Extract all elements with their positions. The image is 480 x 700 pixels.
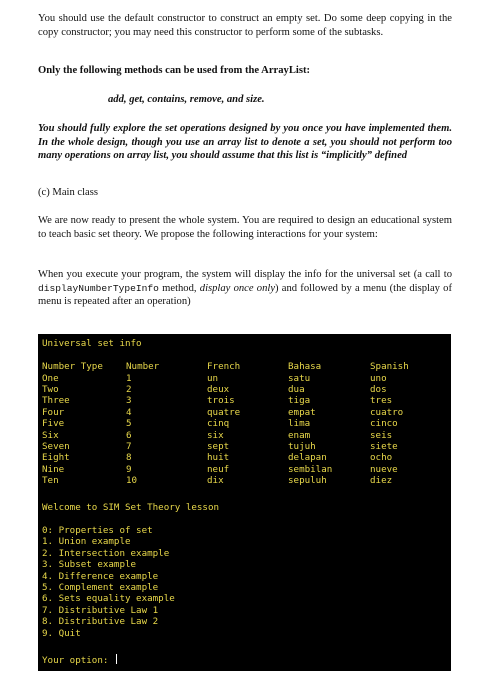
table-cell: seis [370, 429, 393, 441]
table-row [42, 430, 447, 441]
table-cell: 2 [126, 383, 132, 395]
table-cell: Four [42, 406, 65, 418]
table-cell: 9 [126, 463, 132, 475]
table-cell: sept [207, 440, 230, 452]
code-method-name: displayNumberTypeInfo [38, 282, 159, 294]
table-cell: Five [42, 418, 65, 430]
paragraph-arraylist-heading: Only the following methods can be used from the ArrayList: [38, 65, 311, 76]
table-header-cell: Spanish [370, 361, 409, 372]
table-row [42, 441, 447, 452]
table-row [42, 475, 447, 486]
menu-item: 4. Difference example [42, 570, 159, 582]
table-cell: diez [370, 475, 393, 487]
table-cell: enam [288, 429, 311, 441]
table-cell: 8 [126, 452, 132, 464]
table-cell: satu [288, 372, 311, 384]
table-row [42, 407, 447, 418]
text-segment: When you execute your program, the system will display the info for the universal set (a call to [38, 269, 452, 280]
table-cell: sembilan [288, 463, 333, 475]
paragraph-constructor: You should use the default constructor to construct an empty set. Do some deep copying in the copy constructor; you may need this constructor to perform some of the subtasks. [38, 13, 452, 38]
section-heading-main-class: (c) Main class [38, 187, 99, 198]
table-cell: quatre [207, 406, 241, 418]
terminal-screenshot [38, 334, 451, 671]
table-cell: 6 [126, 429, 132, 441]
prompt-label: Your option: [42, 655, 114, 666]
table-cell: 3 [126, 395, 132, 407]
table-cell: six [207, 429, 224, 441]
table-cell: dix [207, 475, 224, 487]
table-cell: 10 [126, 475, 138, 487]
text-segment: method, [158, 282, 200, 294]
menu-item: 0: Properties of set [42, 525, 153, 536]
menu-item: 2. Intersection example [42, 547, 170, 559]
table-cell: 7 [126, 440, 132, 452]
menu-item: 5. Complement example [42, 582, 159, 593]
table-cell: huit [207, 452, 230, 464]
table-row [42, 452, 447, 463]
table-header-cell: Number [126, 361, 160, 372]
table-header-row [42, 361, 447, 372]
table-cell: Three [42, 395, 70, 407]
paragraph-execute-program [38, 268, 452, 309]
text-cursor [116, 654, 117, 664]
table-cell: un [207, 372, 219, 384]
table-cell: cinq [207, 418, 230, 430]
table-cell: delapan [288, 452, 327, 464]
table-header-cell: Bahasa [288, 361, 322, 372]
menu-item: 6. Sets equality example [42, 593, 175, 605]
table-cell: cinco [370, 418, 398, 430]
table-cell: neuf [207, 463, 230, 475]
paragraph-present-system: We are now ready to present the whole system. You are required to design an educational system to teach basic set theory. We propose the following interactions for your system: [38, 215, 452, 240]
table-cell: One [42, 372, 59, 384]
table-cell: lima [288, 418, 311, 430]
terminal-welcome: Welcome to SIM Set Theory lesson [42, 502, 220, 513]
menu-item: 9. Quit [42, 627, 81, 639]
table-cell: Ten [42, 475, 59, 487]
table-cell: Seven [42, 440, 70, 452]
menu-item: 1. Union example [42, 536, 131, 548]
terminal-title: Universal set info [42, 338, 142, 349]
table-row [42, 395, 447, 406]
paragraph-explore-operations: You should fully explore the set operations designed by you once you have implemented them. In the whole design, though you use an array list to denote a set, you should not perform too many operations on array list, you should assume that this list is “implicitly” defined [38, 123, 452, 162]
table-cell: Six [42, 429, 59, 441]
table-cell: 1 [126, 372, 132, 384]
table-header-cell: Number Type [42, 361, 103, 372]
table-cell: tres [370, 395, 393, 407]
menu-item: 8. Distributive Law 2 [42, 616, 159, 628]
table-row [42, 384, 447, 395]
table-cell: Eight [42, 452, 70, 464]
menu-item: 3. Subset example [42, 559, 137, 571]
table-cell: 5 [126, 418, 132, 430]
table-cell: uno [370, 372, 387, 384]
table-cell: Nine [42, 463, 65, 475]
table-cell: sepuluh [288, 475, 327, 487]
table-cell: empat [288, 406, 316, 418]
table-cell: tujuh [288, 440, 316, 452]
table-row [42, 418, 447, 429]
table-cell: tiga [288, 395, 311, 407]
italic-text: display once only [199, 282, 276, 294]
terminal-prompt [42, 654, 117, 666]
table-row [42, 464, 447, 475]
table-cell: siete [370, 440, 398, 452]
table-cell: ocho [370, 452, 393, 464]
table-cell: 4 [126, 406, 132, 418]
table-cell: Two [42, 383, 59, 395]
table-cell: cuatro [370, 406, 404, 418]
text-segment: ) and followed by a menu (the display of menu is repeated after an operation) [38, 282, 452, 308]
table-cell: nueve [370, 463, 398, 475]
table-row [42, 373, 447, 384]
table-header-cell: French [207, 361, 241, 372]
table-cell: trois [207, 395, 235, 407]
paragraph-allowed-methods: add, get, contains, remove, and size. [108, 94, 265, 105]
table-cell: dos [370, 383, 387, 395]
table-cell: dua [288, 383, 305, 395]
table-cell: deux [207, 383, 230, 395]
menu-item: 7. Distributive Law 1 [42, 604, 159, 616]
